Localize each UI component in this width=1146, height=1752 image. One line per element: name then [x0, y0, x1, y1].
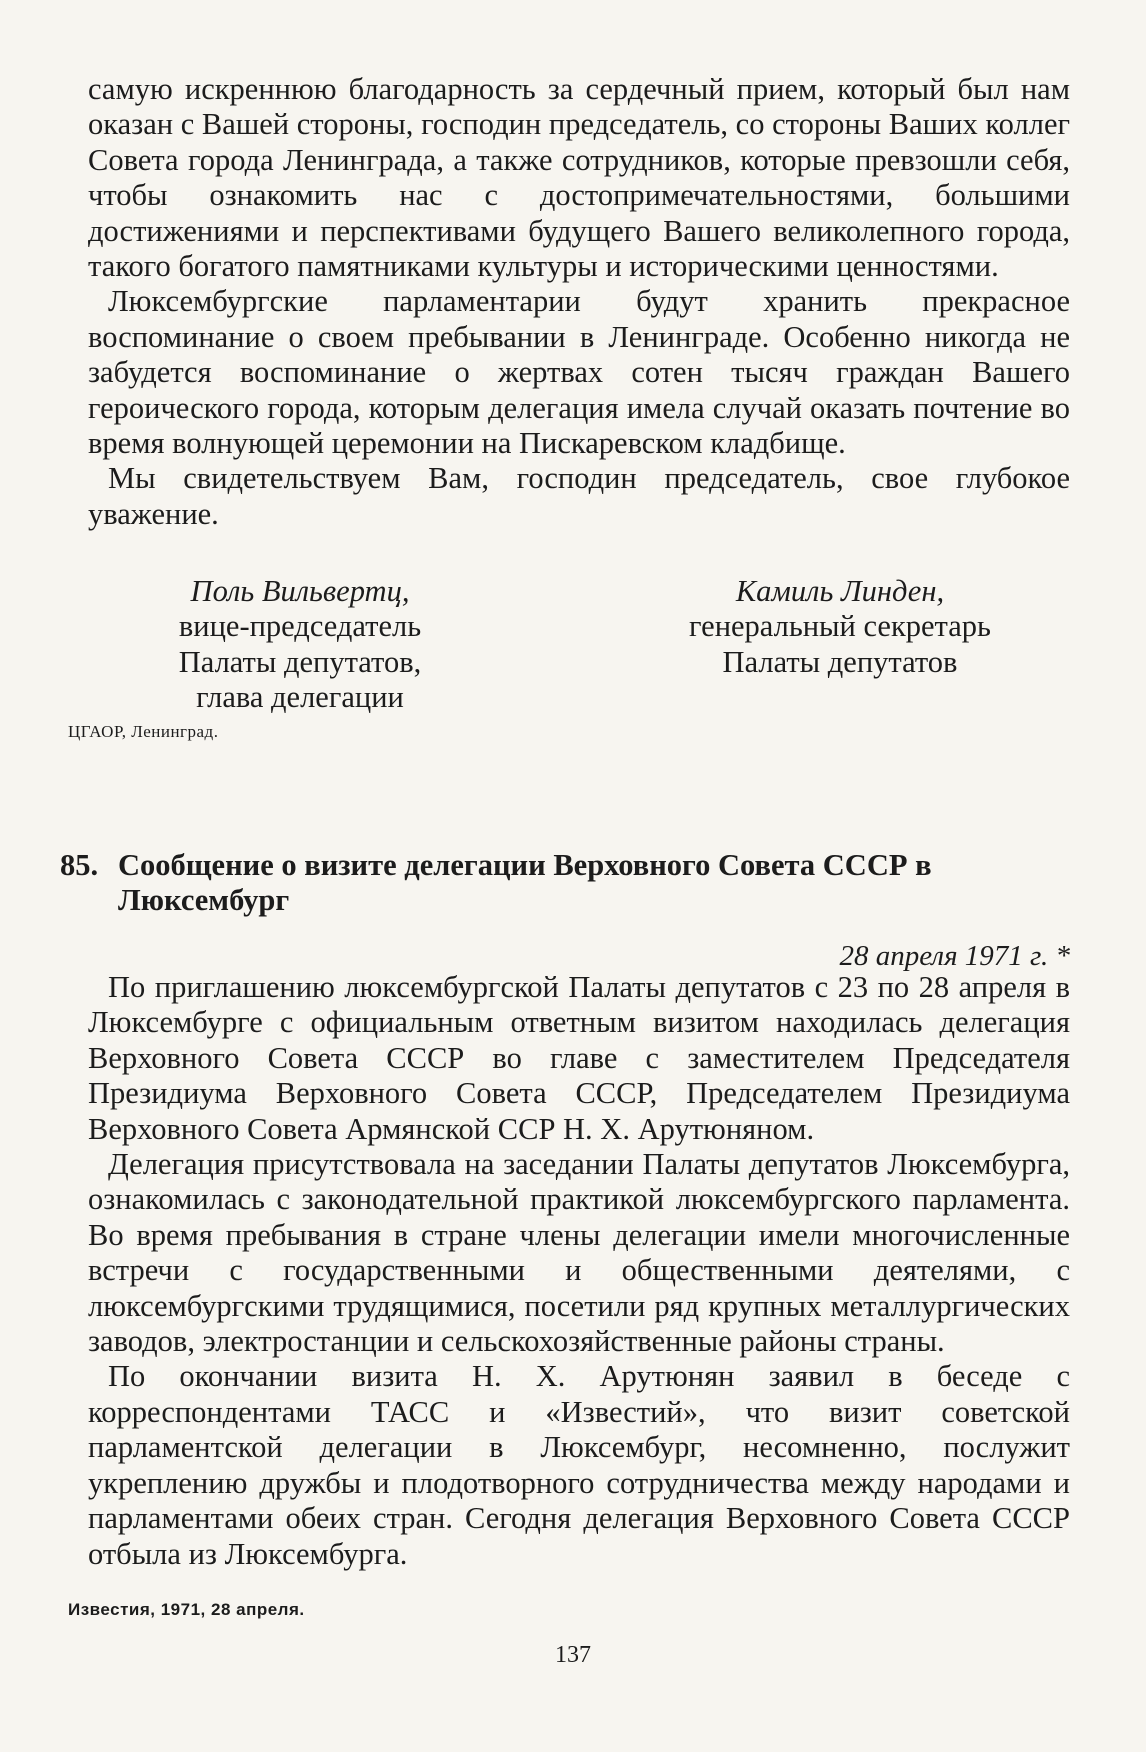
document-number: 85. [60, 848, 99, 882]
letter-paragraph-1: самую искреннюю благодарность за сердечный прием, который был нам оказан с Вашей стороны, господин председатель, со стороны Ваших коллег Совета города Ленинграда, а также сотрудников, которые превзошли себя, чтобы ознакомить нас с достопримечательностями, большими достижениями и перспективами будущего Вашего великолепного города, такого богатого памятниками культуры и историческими ценностями. [88, 72, 1070, 284]
signatory-name: Поль Вильвертц, [190, 574, 410, 608]
signatory-name: Камиль Линден, [735, 574, 945, 608]
document-paragraph-3: По окончании визита Н. Х. Арутюнян заявил в беседе с корреспондентами ТАСС и «Известий», что визит советской парламентской делегации в Люксембург, несомненно, послужит укреплению дружбы и плодотворного сотрудничества между народами и парламентами обеих стран. Сегодня делегация Верховного Совета СССР отбыла из Люксембурга. [88, 1359, 1070, 1571]
archive-source: ЦГАОР, Ленинград. [68, 722, 219, 741]
document-paragraph-1: По приглашению люксембургской Палаты депутатов с 23 по 28 апреля в Люксембурге с официальным ответным визитом находилась делегация Верховного Совета СССР во главе с заместителем Председателя Президиума Верховного Совета СССР, Председателем Президиума Верховного Совета Армянской ССР Н. Х. Арутюняном. [88, 970, 1070, 1146]
document-paragraph-2: Делегация присутствовала на заседании Палаты депутатов Люксембурга, ознакомилась с законодательной практикой люксембургского парламента. Во время пребывания в стране члены делегации имели многочисленные встречи с государственными и общественными деятелями, с люксембургскими трудящимися, посетили ряд крупных металлургических заводов, электростанции и сельскохозяйственные районы страны. [88, 1147, 1070, 1359]
letter-body [88, 72, 1070, 532]
letter-paragraph-3: Мы свидетельствуем Вам, господин председатель, свое глубокое уважение. [88, 461, 1070, 531]
document-title-line2: Люксембург [118, 883, 290, 918]
letter-paragraph-2: Люксембургские парламентарии будут хранить прекрасное воспоминание о своем пребывании в Ленинграде. Особенно никогда не забудется воспоминание о жертвах сотен тысяч граждан Вашего героического города, которым делегация имела случай оказать почтение во время волнующей церемонии на Пискаревском кладбище. [88, 284, 1070, 461]
signatory-title: вице-председатель [178, 609, 422, 644]
document-body [88, 970, 1070, 1572]
signature-left [140, 574, 460, 716]
document-date: 28 апреля 1971 г. * [839, 940, 1070, 972]
document-title-line1: Сообщение о визите делегации Верховного Совета СССР в [118, 848, 932, 882]
signatory-title: Палаты депутатов, [178, 644, 422, 679]
page-number: 137 [555, 1642, 591, 1668]
signatory-title: генеральный секретарь [689, 609, 991, 644]
signatory-title: Палаты депутатов [722, 644, 958, 679]
signature-right [650, 574, 1030, 680]
publication-source: Известия, 1971, 28 апреля. [68, 1600, 305, 1619]
document-heading [60, 848, 1070, 919]
signatory-title: глава делегации [196, 680, 404, 715]
